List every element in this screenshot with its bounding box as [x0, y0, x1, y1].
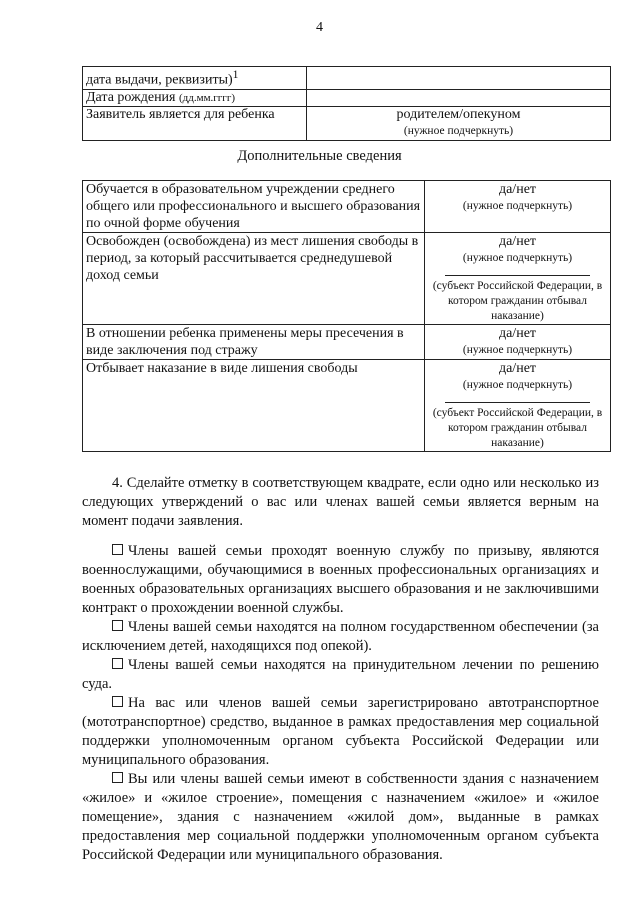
row-label: Отбывает наказание в виде лишения свободы: [83, 360, 425, 452]
additional-info-table: [82, 180, 611, 452]
applicant-relation-field[interactable]: [307, 106, 611, 140]
birth-date-label: Дата рождения (дд.мм.гггг): [83, 89, 307, 106]
row-answer[interactable]: да/нет (нужное подчеркнуть): [425, 325, 611, 360]
checkbox-item[interactable]: Члены вашей семьи находятся на принудительном лечении по решению суда.: [82, 657, 599, 692]
page-number: 4: [316, 20, 323, 35]
checkbox-icon[interactable]: [112, 544, 123, 555]
subject-hint: (субъект Российской Федерации, в котором гражданин отбывал наказание): [432, 280, 603, 322]
section-title: Дополнительные сведения: [237, 148, 402, 164]
applicant-table: [82, 66, 611, 141]
birth-date-field[interactable]: [307, 89, 611, 106]
checkbox-icon[interactable]: [112, 620, 123, 631]
issue-date-field[interactable]: [307, 67, 611, 90]
checkbox-icon[interactable]: [112, 696, 123, 707]
checkbox-item[interactable]: Члены вашей семьи находятся на полном государственном обеспечении (за исключением детей, находящихся под опекой).: [82, 619, 599, 654]
row-label: Обучается в образовательном учреждении среднего общего или профессионального и высшего образования по очной форме обучения: [83, 181, 425, 233]
issue-date-label: дата выдачи, реквизиты)$^1$: [83, 67, 307, 90]
relation-options: родителем/опекуном: [396, 106, 521, 122]
birth-date-format: (дд.мм.гггг): [179, 91, 235, 104]
table-row: [83, 67, 611, 90]
row-answer[interactable]: да/нет (нужное подчеркнуть): [425, 181, 611, 233]
checkbox-icon[interactable]: [112, 658, 123, 669]
row-answer[interactable]: да/нет (нужное подчеркнуть) (субъект Российской Федерации, в котором гражданин отбывал наказание): [425, 360, 611, 452]
instruction-paragraph: 4. Сделайте отметку в соответствующем квадрате, если одно или несколько из следующих утверждений о вас или членах вашей семьи является верным на момент подачи заявления.: [82, 475, 599, 529]
table-row: [83, 106, 611, 140]
checkbox-item[interactable]: На вас или членов вашей семьи зарегистрировано автотранспортное (мототранспортное) средство, выданное в рамках предоставления мер социальной поддержки уполномоченным органом субъекта Российской Федерации или муниципального образования.: [82, 695, 599, 768]
underline-hint: (нужное подчеркнуть): [403, 124, 514, 137]
checkbox-item[interactable]: Вы или члены вашей семьи имеют в собственности здания с назначением «жилое» и «жилое строение», помещения с назначением «жилое» и «жилое помещение», здания с назначением «жилой дом», выданные в рамках предоставления мер социальной поддержки уполномоченным органом субъекта Российской Федерации или муниципального образования.: [82, 771, 599, 863]
checkbox-item[interactable]: Члены вашей семьи проходят военную службу по призыву, являются военнослужащими, обучающимися в военных профессиональных организациях и военных образовательных организациях высшего образования и не заключившими контракт о прохождении военной службы.: [82, 543, 599, 616]
applicant-relation-label: Заявитель является для ребенка: [83, 106, 307, 140]
checkbox-icon[interactable]: [112, 772, 123, 783]
table-row: [83, 325, 611, 360]
subject-hint: (субъект Российской Федерации, в котором гражданин отбывал наказание): [432, 407, 603, 449]
row-label: Освобожден (освобождена) из мест лишения свободы в период, за который рассчитывается среднедушевой доход семьи: [83, 233, 425, 325]
footnote-mark: 1: [232, 68, 239, 81]
table-row: [83, 360, 611, 452]
table-row: [83, 233, 611, 325]
row-label: В отношении ребенка применены меры пресечения в виде заключения под стражу: [83, 325, 425, 360]
table-row: [83, 89, 611, 106]
table-row: [83, 181, 611, 233]
row-answer[interactable]: да/нет (нужное подчеркнуть) (субъект Российской Федерации, в котором гражданин отбывал наказание): [425, 233, 611, 325]
